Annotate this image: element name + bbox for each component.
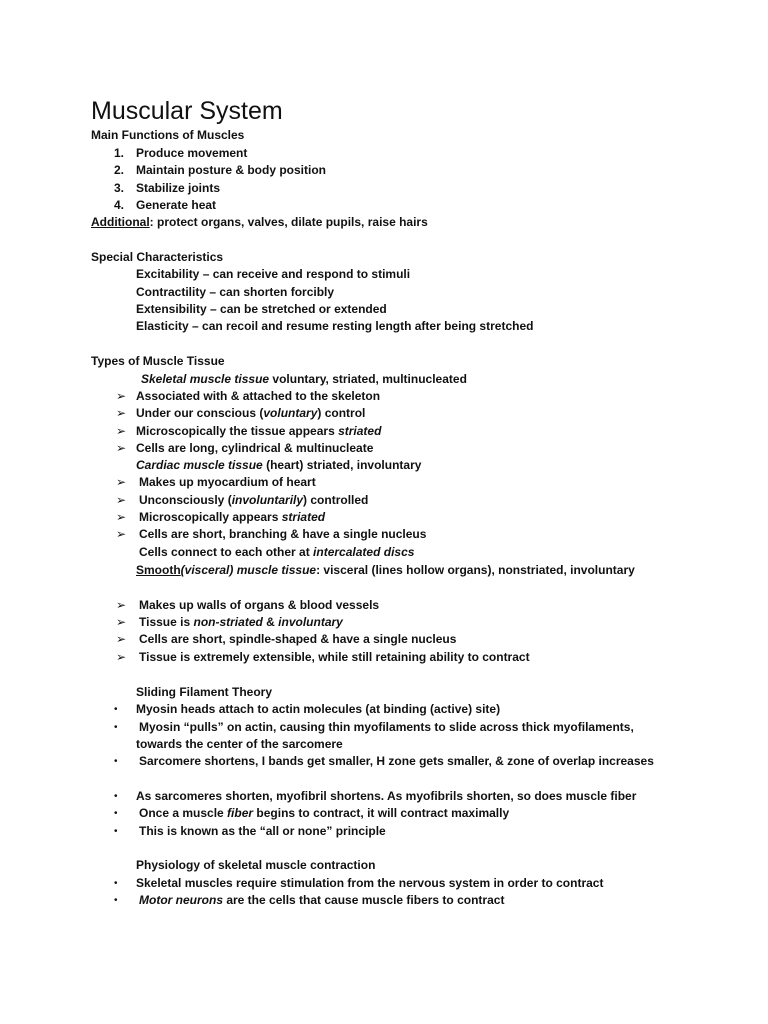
bullet-icon: • [114, 791, 118, 802]
list-item: Cells are long, cylindrical & multinucleate [136, 441, 374, 455]
bullet-icon: • [114, 808, 118, 819]
arrow-bullet-icon: ➢ [116, 424, 127, 438]
text-part: Under our conscious ( [136, 406, 264, 420]
list-item: Makes up myocardium of heart [139, 475, 316, 489]
characteristic-item: Extensibility – can be stretched or extended [136, 302, 387, 316]
bullet-icon: • [114, 756, 118, 767]
list-item: This is known as the “all or none” principle [139, 824, 386, 838]
smooth-name: Smooth [136, 563, 181, 577]
text-emphasis: Motor neurons [139, 893, 223, 907]
list-item [139, 615, 343, 630]
list-item: Myosin heads attach to actin molecules (at binding (active) site) [136, 702, 501, 716]
cardiac-name: Cardiac muscle tissue [136, 458, 263, 472]
cardiac-desc: (heart) striated, involuntary [262, 458, 422, 472]
characteristic-item: Elasticity – can recoil and resume resting length after being stretched [136, 319, 534, 333]
additional-label: Additional [91, 215, 150, 229]
text-part: Tissue is [139, 615, 194, 629]
text-emphasis: involuntarily [231, 493, 304, 507]
arrow-bullet-icon: ➢ [116, 441, 127, 455]
additional-text: : protect organs, valves, dilate pupils, raise hairs [149, 215, 428, 229]
list-item: Produce movement [136, 146, 248, 160]
text-part: Microscopically appears [139, 510, 282, 524]
list-number: 3. [114, 181, 125, 195]
text-emphasis: involuntary [278, 615, 343, 629]
sliding-heading: Sliding Filament Theory [136, 685, 273, 699]
list-item: Makes up walls of organs & blood vessels [139, 598, 380, 612]
text-part: ) control [317, 406, 366, 420]
list-number: 4. [114, 198, 125, 212]
physiology-heading: Physiology of skeletal muscle contraction [136, 858, 376, 872]
text-emphasis: striated [338, 424, 382, 438]
text-emphasis: voluntary [263, 406, 318, 420]
list-item: Myosin “pulls” on actin, causing thin myofilaments to slide across thick myofilaments, [139, 720, 634, 734]
arrow-bullet-icon: ➢ [116, 493, 127, 507]
arrow-bullet-icon: ➢ [116, 389, 127, 403]
text-emphasis: intercalated discs [313, 545, 415, 559]
bullet-icon: • [114, 895, 118, 906]
text-part: Cells connect to each other at [139, 545, 314, 559]
functions-heading: Main Functions of Muscles [91, 128, 245, 142]
bullet-icon: • [114, 704, 118, 715]
page-title: Muscular System [91, 97, 283, 125]
list-item: Associated with & attached to the skeleton [136, 389, 381, 403]
list-item [136, 406, 365, 421]
arrow-bullet-icon: ➢ [116, 527, 127, 541]
text-part: ) controlled [303, 493, 369, 507]
text-emphasis: striated [281, 510, 326, 524]
text-emphasis: fiber [227, 806, 254, 820]
list-number: 2. [114, 163, 125, 177]
list-item [139, 893, 504, 908]
list-item [136, 424, 381, 439]
list-item: As sarcomeres shorten, myofibril shortens. As myofibrils shorten, so does muscle fiber [136, 789, 637, 803]
list-item-continued: towards the center of the sarcomere [136, 737, 343, 751]
tissue-heading: Types of Muscle Tissue [91, 354, 225, 368]
list-number: 1. [114, 146, 125, 160]
list-item: Stabilize joints [136, 181, 221, 195]
text-part: Microscopically the tissue appears [136, 424, 339, 438]
list-item [139, 510, 325, 525]
characteristic-item: Contractility – can shorten forcibly [136, 285, 335, 299]
text-part: & [262, 615, 279, 629]
arrow-bullet-icon: ➢ [116, 632, 127, 646]
skeletal-desc: voluntary, striated, multinucleated [269, 372, 467, 386]
list-item: Skeletal muscles require stimulation from the nervous system in order to contract [136, 876, 604, 890]
list-item [139, 545, 414, 560]
list-item: Sarcomere shortens, I bands get smaller, H zone gets smaller, & zone of overlap increases [139, 754, 654, 768]
characteristics-heading: Special Characteristics [91, 250, 224, 264]
list-item [139, 493, 368, 508]
text-part: are the cells that cause muscle fibers to contract [223, 893, 505, 907]
text-part: Once a muscle [139, 806, 228, 820]
bullet-icon: • [114, 722, 118, 733]
list-item: Cells are short, branching & have a single nucleus [139, 527, 427, 541]
smooth-name-rest: (visceral) muscle tissue [180, 563, 317, 577]
text-part: Unconsciously ( [139, 493, 232, 507]
arrow-bullet-icon: ➢ [116, 406, 127, 420]
text-part: begins to contract, it will contract maximally [253, 806, 510, 820]
smooth-desc: : visceral (lines hollow organs), nonstriated, involuntary [316, 563, 635, 577]
characteristic-item: Excitability – can receive and respond to stimuli [136, 267, 411, 281]
arrow-bullet-icon: ➢ [116, 475, 127, 489]
smooth-line [136, 563, 635, 578]
skeletal-line [141, 372, 467, 387]
cardiac-line [136, 458, 421, 473]
arrow-bullet-icon: ➢ [116, 510, 127, 524]
list-item [139, 806, 509, 821]
arrow-bullet-icon: ➢ [116, 615, 127, 629]
additional-line [91, 215, 428, 230]
list-item: Generate heat [136, 198, 217, 212]
arrow-bullet-icon: ➢ [116, 598, 127, 612]
arrow-bullet-icon: ➢ [116, 650, 127, 664]
skeletal-name: Skeletal muscle tissue [141, 372, 270, 386]
list-item: Maintain posture & body position [136, 163, 326, 177]
list-item: Tissue is extremely extensible, while still retaining ability to contract [139, 650, 530, 664]
bullet-icon: • [114, 826, 118, 837]
bullet-icon: • [114, 878, 118, 889]
text-emphasis: non-striated [193, 615, 263, 629]
list-item: Cells are short, spindle-shaped & have a single nucleus [139, 632, 457, 646]
